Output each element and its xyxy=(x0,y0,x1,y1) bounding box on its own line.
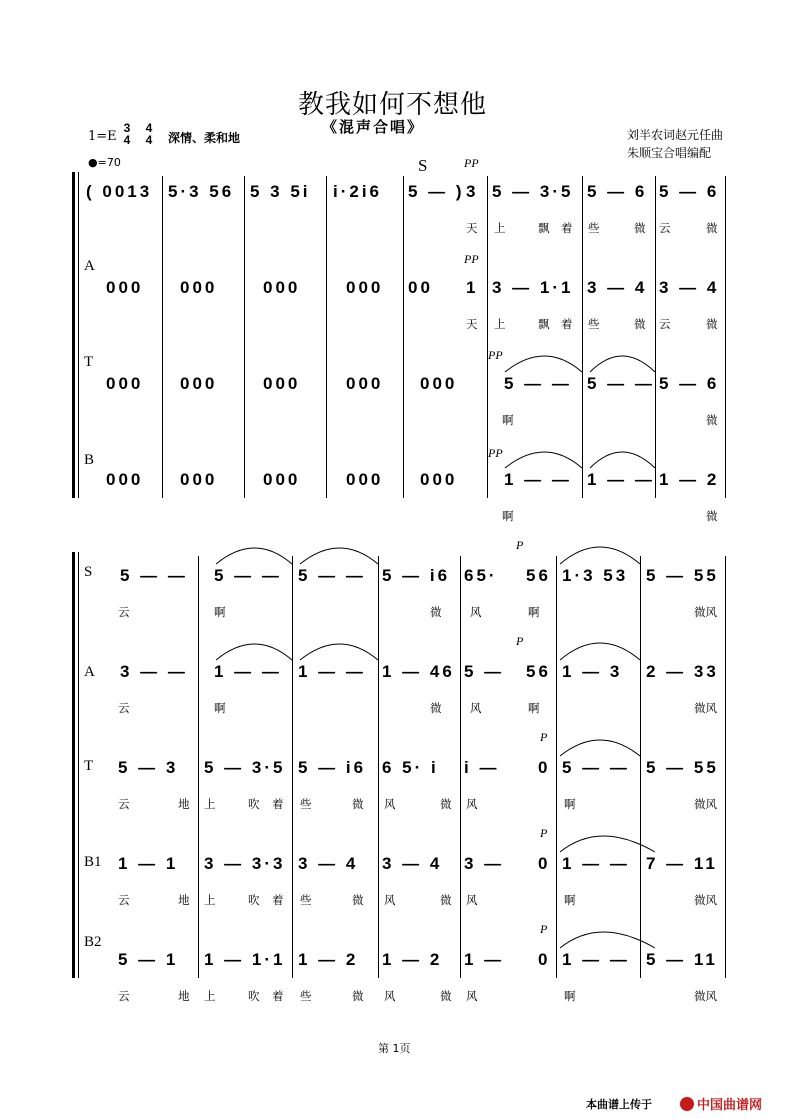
s1-soprano-measure: ( 0013 xyxy=(86,182,153,201)
s1-soprano-measure: 5 3 5i xyxy=(250,182,311,201)
lyric: 天 xyxy=(466,221,478,235)
s1-soprano-measure: 5 — 6 xyxy=(659,182,720,201)
s1-bass-measure: 000 xyxy=(420,470,458,489)
lyric: 风 xyxy=(466,893,478,907)
lyric: 微风 xyxy=(694,701,717,715)
s2-bass1-measure: 7 — 11 xyxy=(646,854,718,873)
s1-alto-measure: 3 — 1·1 xyxy=(492,278,574,297)
lyric: 吹 xyxy=(248,989,260,1003)
lyric: 风 xyxy=(384,989,396,1003)
lyric: 啊 xyxy=(502,413,514,427)
voice-label-alto: A xyxy=(84,664,95,680)
lyric: 云 xyxy=(659,317,671,331)
lyric: 微 xyxy=(440,989,452,1003)
s2-bass1-measure: 3 — xyxy=(464,854,505,873)
s2-tenor-measure: 5 — — xyxy=(562,758,630,777)
lyric: 微风 xyxy=(694,797,717,811)
lyric: 飘 xyxy=(538,221,550,235)
lyric: 微 xyxy=(430,605,442,619)
lyric: 啊 xyxy=(564,989,576,1003)
voice-label-bass1: B1 xyxy=(84,854,102,870)
s1-bass-measure: 1 — — xyxy=(504,470,572,489)
s2-alto-measure: 1 — 3 xyxy=(562,662,623,681)
credits-arranger: 朱顺宝合唱编配 xyxy=(627,146,712,160)
slur xyxy=(560,740,640,756)
s1-soprano-measure: i·2i6 xyxy=(333,182,383,201)
score-title: 教我如何不想他 xyxy=(298,90,488,120)
lyric: 地 xyxy=(178,797,190,811)
slur xyxy=(505,356,582,372)
s1-tenor-measure: 000 xyxy=(180,374,218,393)
s2-soprano-measure: 56 xyxy=(526,566,551,585)
lyric: 上 xyxy=(494,221,506,235)
lyric: 云 xyxy=(659,221,671,235)
slur xyxy=(300,644,378,660)
lyric: 云 xyxy=(118,797,130,811)
s2-tenor-measure: 5 — 3 xyxy=(118,758,179,777)
dynamic-mark: P xyxy=(540,826,548,840)
s2-bass1-measure: 1 — — xyxy=(562,854,630,873)
s1-bass-measure: 000 xyxy=(263,470,301,489)
s2-bass1-rest: 0 xyxy=(538,854,551,873)
s2-soprano-measure: 5 — 55 xyxy=(646,566,719,585)
lyric: 云 xyxy=(118,893,130,907)
dynamic-mark: P xyxy=(540,730,548,744)
voice-label-alto: A xyxy=(84,258,95,274)
lyric: 啊 xyxy=(528,605,540,619)
s2-bass2-rest: 0 xyxy=(538,950,551,969)
lyric: 些 xyxy=(300,989,312,1003)
barline xyxy=(292,556,293,978)
lyric: 微 xyxy=(706,221,718,235)
s2-alto-measure: 1 — — xyxy=(298,662,366,681)
s2-soprano-measure: 5 — i6 xyxy=(382,566,451,585)
lyric: 些 xyxy=(300,797,312,811)
lyric: 微 xyxy=(706,317,718,331)
slur xyxy=(216,548,292,564)
voice-label-bass: B xyxy=(84,452,95,468)
s2-soprano-measure: 5 — — xyxy=(298,566,366,585)
slur xyxy=(560,547,640,564)
s1-tenor-measure: 5 — — xyxy=(587,374,655,393)
slur xyxy=(560,643,640,660)
lyric: 微 xyxy=(634,221,646,235)
lyric: 啊 xyxy=(214,701,226,715)
s1-tenor-measure: 5 — — xyxy=(504,374,572,393)
barline xyxy=(378,556,379,978)
s1-bass-measure: 1 — 2 xyxy=(659,470,720,489)
lyric: 微风 xyxy=(694,893,717,907)
barline xyxy=(556,556,557,978)
lyric: 云 xyxy=(118,605,130,619)
dynamic-mark: P xyxy=(540,922,548,936)
slur xyxy=(590,356,655,372)
s1-bass-measure: 000 xyxy=(346,470,384,489)
s2-bass2-measure: 1 — 2 xyxy=(382,950,443,969)
lyric: 上 xyxy=(204,893,216,907)
lyric: 些 xyxy=(588,221,600,235)
score-subtitle: 《混声合唱》 xyxy=(322,118,425,136)
s2-bass1-measure: 3 — 4 xyxy=(382,854,443,873)
s2-soprano-measure: 5 — — xyxy=(214,566,282,585)
lyric: 风 xyxy=(384,893,396,907)
slur xyxy=(505,452,582,468)
s1-tenor-measure: 000 xyxy=(106,374,144,393)
barline xyxy=(460,556,461,978)
lyric: 着 xyxy=(272,797,284,811)
lyric: 微 xyxy=(352,797,364,811)
lyric: 着 xyxy=(272,893,284,907)
s1-alto-pickup: 1 xyxy=(466,278,479,297)
s1-alto-measure: 00 xyxy=(408,278,433,297)
s1-tenor-measure: 000 xyxy=(263,374,301,393)
lyric: 啊 xyxy=(528,701,540,715)
lyric: 飘 xyxy=(538,317,550,331)
page-number: 第 1页 xyxy=(378,1042,411,1055)
upload-note: 本曲谱上传于 xyxy=(586,1098,652,1111)
s2-alto-measure: 56 xyxy=(526,662,551,681)
lyric: 上 xyxy=(204,797,216,811)
s2-bass2-measure: 1 — 2 xyxy=(298,950,359,969)
s1-tenor-measure: 000 xyxy=(420,374,458,393)
lyric: 啊 xyxy=(564,797,576,811)
logo-icon xyxy=(680,1097,694,1111)
s1-soprano-measure: 5·3 56 xyxy=(168,182,235,201)
expression-marking: 深情、柔和地 xyxy=(168,131,241,145)
dynamic-mark: PP xyxy=(488,348,503,362)
system2-bracket xyxy=(72,552,75,978)
lyric: 风 xyxy=(470,605,482,619)
s1-alto-measure: 000 xyxy=(180,278,218,297)
lyric: 上 xyxy=(494,317,506,331)
lyric: 地 xyxy=(178,893,190,907)
lyric: 着 xyxy=(561,221,573,235)
s1-alto-measure: 000 xyxy=(263,278,301,297)
time-signature-3-4: 3 4 xyxy=(123,121,131,147)
slur xyxy=(216,644,292,660)
s2-bass1-measure: 1 — 1 xyxy=(118,854,179,873)
barline xyxy=(640,556,641,978)
key-signature: 1=E xyxy=(88,129,117,144)
lyric: 风 xyxy=(470,701,482,715)
s1-tenor-measure: 000 xyxy=(346,374,384,393)
lyric: 着 xyxy=(272,989,284,1003)
tempo-marking: ●=70 xyxy=(88,156,121,169)
lyric: 风 xyxy=(384,797,396,811)
lyric: 些 xyxy=(588,317,600,331)
s2-alto-measure: 3 — — xyxy=(120,662,188,681)
s2-tenor-rest: 0 xyxy=(538,758,551,777)
s2-bass2-measure: 5 — 11 xyxy=(646,950,718,969)
credits-composer: 刘半农词赵元任曲 xyxy=(627,128,724,142)
lyric: 啊 xyxy=(502,509,514,523)
lyric: 微 xyxy=(634,317,646,331)
lyric: 微 xyxy=(440,893,452,907)
s1-bass-measure: 000 xyxy=(106,470,144,489)
lyric: 微 xyxy=(352,989,364,1003)
voice-label-tenor: T xyxy=(84,758,94,774)
site-name: 中国曲谱网 xyxy=(697,1098,763,1113)
s1-soprano-measure: 5 — 3·5 xyxy=(492,182,574,201)
s2-alto-measure: 2 — 33 xyxy=(646,662,719,681)
s2-tenor-measure: 5 — 3·5 xyxy=(204,758,286,777)
s1-alto-measure: 000 xyxy=(346,278,384,297)
lyric: 微 xyxy=(440,797,452,811)
s1-soprano-measure: 5 — 6 xyxy=(587,182,648,201)
lyric: 上 xyxy=(204,989,216,1003)
dynamic-mark: PP xyxy=(464,156,479,170)
s2-tenor-measure: i — xyxy=(464,758,500,777)
lyric: 吹 xyxy=(248,893,260,907)
lyric: 微 xyxy=(430,701,442,715)
lyric: 微风 xyxy=(694,989,717,1003)
voice-label-bass2: B2 xyxy=(84,934,102,950)
s2-bass1-measure: 3 — 4 xyxy=(298,854,359,873)
barline xyxy=(198,556,199,978)
lyric: 风 xyxy=(466,797,478,811)
s2-bass2-measure: 5 — 1 xyxy=(118,950,179,969)
s1-alto-measure: 3 — 4 xyxy=(659,278,720,297)
lyric: 啊 xyxy=(564,893,576,907)
s1-soprano-measure: 5 — ) xyxy=(408,182,465,201)
s2-tenor-measure: 5 — i6 xyxy=(298,758,367,777)
dynamic-mark: PP xyxy=(488,446,503,460)
time-signature-4-4: 4 4 xyxy=(145,121,153,147)
s2-soprano-measure: 65· xyxy=(464,566,498,585)
s2-alto-measure: 1 — 46 xyxy=(382,662,455,681)
s2-tenor-measure: 5 — 55 xyxy=(646,758,719,777)
lyric: 吹 xyxy=(248,797,260,811)
lyric: 地 xyxy=(178,989,190,1003)
lyric: 云 xyxy=(118,989,130,1003)
s1-bass-measure: 000 xyxy=(180,470,218,489)
s2-tenor-measure: 6 5· i xyxy=(382,758,439,777)
system2-barline-start xyxy=(78,552,79,978)
s2-bass1-measure: 3 — 3·3 xyxy=(204,854,286,873)
lyric: 着 xyxy=(561,317,573,331)
lyric: 云 xyxy=(118,701,130,715)
slur xyxy=(300,548,378,564)
s2-alto-measure: 1 — — xyxy=(214,662,282,681)
system2-barline-end xyxy=(725,556,726,978)
dynamic-mark: PP xyxy=(464,252,479,266)
s1-tenor-measure: 5 — 6 xyxy=(659,374,720,393)
voice-label-tenor: T xyxy=(84,354,94,370)
lyric: 微 xyxy=(706,413,718,427)
s1-alto-measure: 3 — 4 xyxy=(587,278,648,297)
site-logo[interactable] xyxy=(680,1094,762,1113)
lyric: 微 xyxy=(706,509,718,523)
voice-label-soprano: S xyxy=(84,564,93,580)
s1-alto-measure: 000 xyxy=(106,278,144,297)
s2-soprano-measure: 1·3 53 xyxy=(562,566,629,585)
half-note-icon: ● xyxy=(88,156,98,169)
s2-bass2-measure: 1 — xyxy=(464,950,505,969)
lyric: 些 xyxy=(300,893,312,907)
s2-bass2-measure: 1 — 1·1 xyxy=(204,950,286,969)
lyric: 微 xyxy=(352,893,364,907)
dynamic-mark: P xyxy=(516,634,524,648)
s2-soprano-measure: 5 — — xyxy=(120,566,188,585)
lyric: 微风 xyxy=(694,605,717,619)
segno-sign: S xyxy=(418,156,428,175)
lyric: 天 xyxy=(466,317,478,331)
slur xyxy=(590,452,655,468)
s1-soprano-pickup: 3 xyxy=(466,182,479,201)
s1-bass-measure: 1 — — xyxy=(587,470,655,489)
dynamic-mark: P xyxy=(516,538,524,552)
s2-alto-measure: 5 — xyxy=(464,662,505,681)
lyric: 风 xyxy=(466,989,478,1003)
s2-bass2-measure: 1 — — xyxy=(562,950,630,969)
lyric: 啊 xyxy=(214,605,226,619)
